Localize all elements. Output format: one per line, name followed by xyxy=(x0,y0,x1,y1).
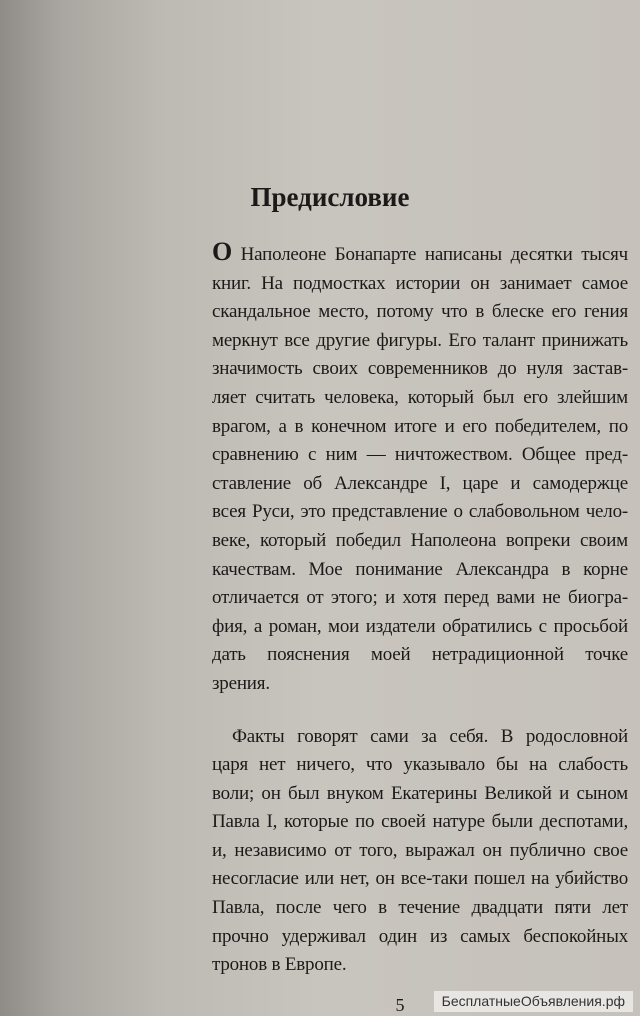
line-text: Факты говорят сами за себя. В родословной xyxy=(232,725,628,747)
line-text: качествам. Мое понимание Александра в корне xyxy=(212,558,628,580)
line-text: книг. На подмостках истории он занимает самое xyxy=(212,272,628,294)
text-line xyxy=(212,751,628,780)
line-text: царя нет ничего, что указывало бы на слабость xyxy=(212,754,628,776)
text-line xyxy=(212,270,628,299)
line-text: меркнут все другие фигуры. Его талант принижать xyxy=(212,329,628,351)
line-text: скандальное место, потому что в блеске его гения xyxy=(212,301,628,323)
text-line xyxy=(212,527,628,556)
body-text xyxy=(212,238,628,980)
line-text: тронов в Европе. xyxy=(212,954,347,976)
line-text: Павла, после чего в течение двадцати пяти лет xyxy=(212,897,628,919)
page-number: 5 xyxy=(395,994,405,1015)
page-column xyxy=(212,238,628,1016)
text-line xyxy=(212,470,628,499)
line-text: ставление об Александре I, царе и самодержце xyxy=(212,472,628,494)
line-text: прочно удерживал один из самых беспокойных xyxy=(212,925,628,947)
line-text: врагом, а в конечном итоге и его победителем, по xyxy=(212,415,628,437)
text-line xyxy=(212,556,628,585)
text-line xyxy=(212,238,628,270)
text-line xyxy=(212,384,628,413)
text-line xyxy=(212,584,628,613)
text-line xyxy=(212,670,628,699)
text-line xyxy=(212,641,628,670)
line-text: несогласие или нет, он все-таки пошел на убийство xyxy=(212,868,628,890)
line-text: Павла I, которые по своей натуре были деспотами, xyxy=(212,811,628,833)
drop-cap: О xyxy=(212,237,233,266)
line-text: сравнению с ним — ничтожеством. Общее пред- xyxy=(212,444,628,466)
text-line xyxy=(212,613,628,642)
text-line xyxy=(212,837,628,866)
text-line xyxy=(212,923,628,952)
line-text: дать пояснения моей нетрадиционной точке xyxy=(212,644,628,666)
page-title: Предисловие xyxy=(250,182,410,212)
line-text: и, независимо от того, выражал он публично свое xyxy=(212,839,628,861)
text-line xyxy=(212,951,628,980)
text-line xyxy=(212,441,628,470)
line-text: веке, который победил Наполеона вопреки своим xyxy=(212,529,628,551)
text-line xyxy=(212,298,628,327)
line-text: отличается от этого; и хотя перед вами не биогра- xyxy=(212,587,628,609)
text-line xyxy=(212,894,628,923)
text-line xyxy=(212,413,628,442)
text-line xyxy=(212,327,628,356)
line-text: воли; он был внуком Екатерины Великой и сыном xyxy=(212,782,628,804)
paragraph-2 xyxy=(212,723,628,980)
watermark: БесплатныеОбъявления.рф xyxy=(434,991,633,1012)
line-text: фия, а роман, мои издатели обратились с просьбой xyxy=(212,615,628,637)
line-text: ляет считать человека, который был его злейшим xyxy=(212,386,628,408)
line-text: зрения. xyxy=(212,672,270,694)
paragraph-1 xyxy=(212,238,628,699)
text-line xyxy=(212,355,628,384)
line-text: всея Руси, это представление о слабовольном чело- xyxy=(212,501,628,523)
line-text: значимость своих современников до нуля застав- xyxy=(212,358,628,380)
text-line xyxy=(212,723,628,752)
line-text: Наполеоне Бонапарте написаны десятки тысяч xyxy=(240,244,628,265)
text-line xyxy=(212,808,628,837)
text-line xyxy=(212,498,628,527)
text-line xyxy=(212,780,628,809)
text-line xyxy=(212,865,628,894)
